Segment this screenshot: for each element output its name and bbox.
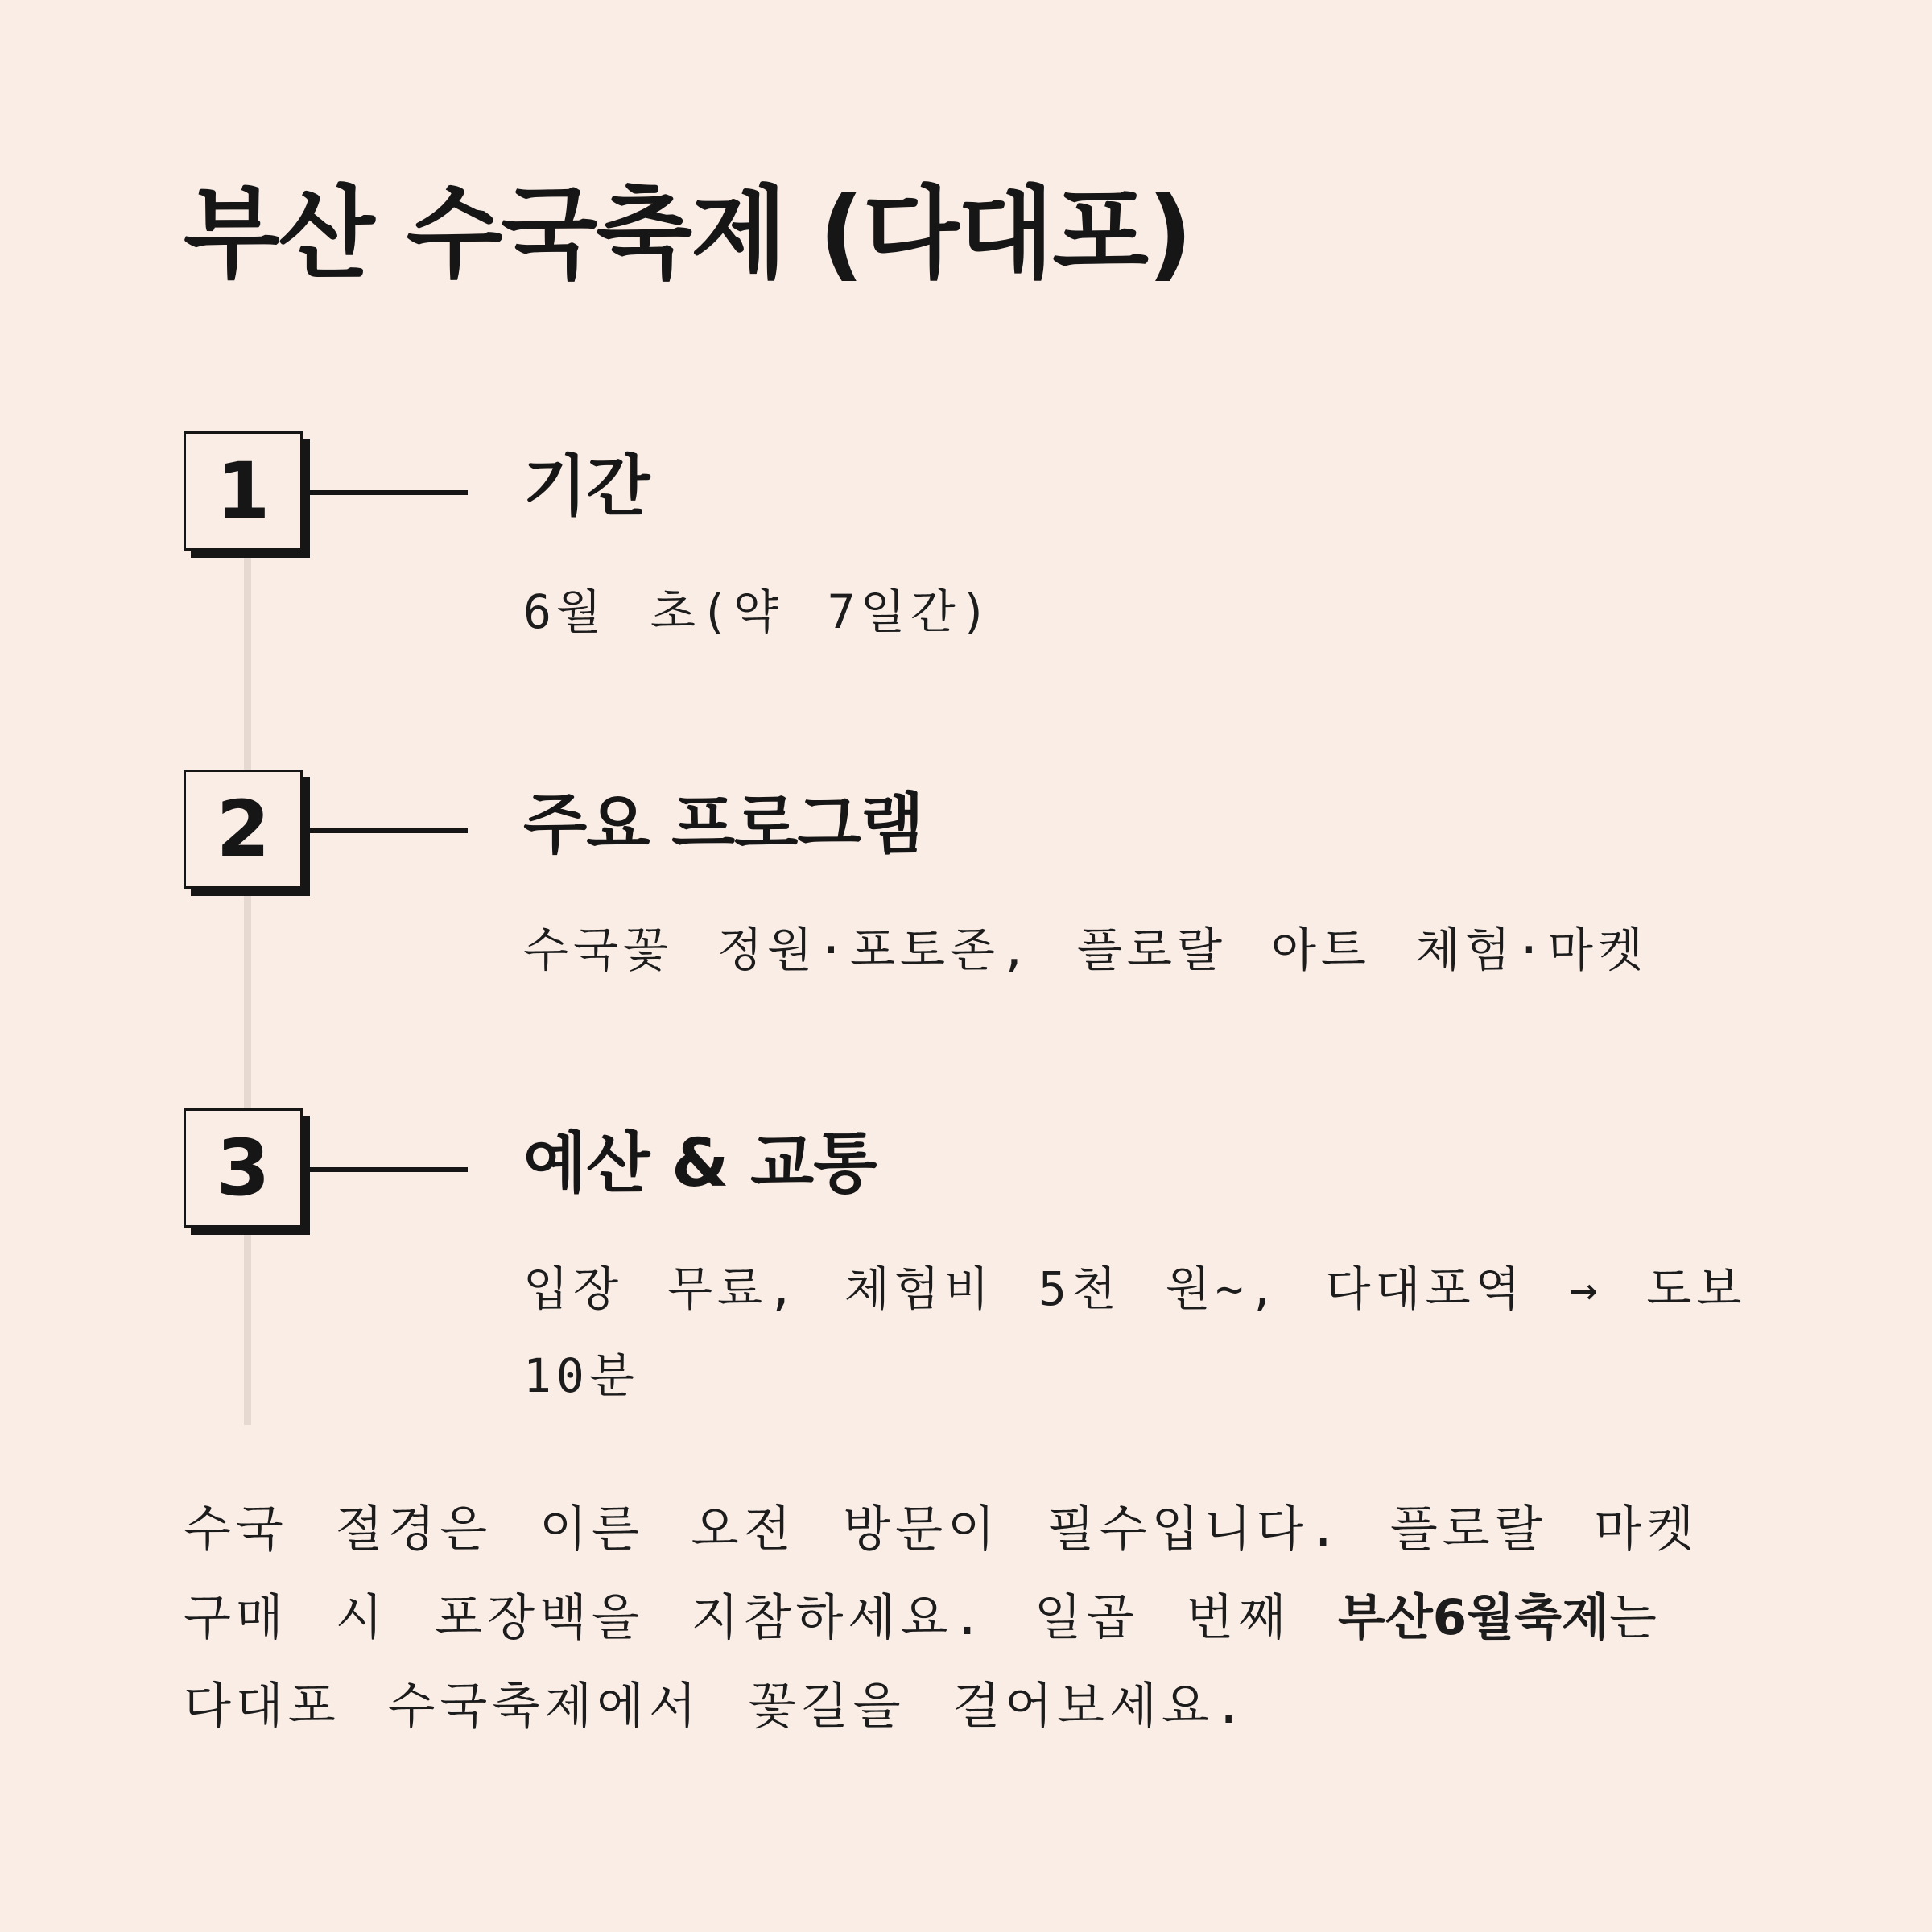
step-number-badge: 1 <box>184 431 303 551</box>
step-connector <box>310 828 468 833</box>
step-title: 예산 & 교통 <box>523 1125 877 1202</box>
step-title: 기간 <box>523 448 650 525</box>
step-description: 수국꽃 정원·포토존, 플로랄 아트 체험·마켓 <box>523 923 1648 977</box>
footer-highlight: 부산6월축제 <box>1337 1589 1609 1646</box>
footer-text: 는 다대포 수국축제에서 꽃길을 걸어보세요. <box>184 1589 1662 1735</box>
step-number-badge: 3 <box>184 1108 303 1228</box>
step-title: 주요 프로그램 <box>523 786 923 863</box>
footer-text: 수국 절경은 이른 오전 방문이 필수입니다. 플로랄 마켓 구매 시 포장백을 지참하세요. 일곱 번째 <box>184 1501 1699 1646</box>
footer-note <box>184 1485 1753 1751</box>
step-connector <box>310 1167 468 1172</box>
timeline-rail <box>244 555 251 1425</box>
page-title: 부산 수국축제 (다대포) <box>184 176 1191 292</box>
step-description: 6월 초(약 7일간) <box>523 584 993 639</box>
step-number-badge: 2 <box>184 770 303 889</box>
step-description: 입장 무료, 체험비 5천 원~, 다대포역 → 도보 10분 <box>523 1261 1747 1403</box>
step-connector <box>310 490 468 495</box>
